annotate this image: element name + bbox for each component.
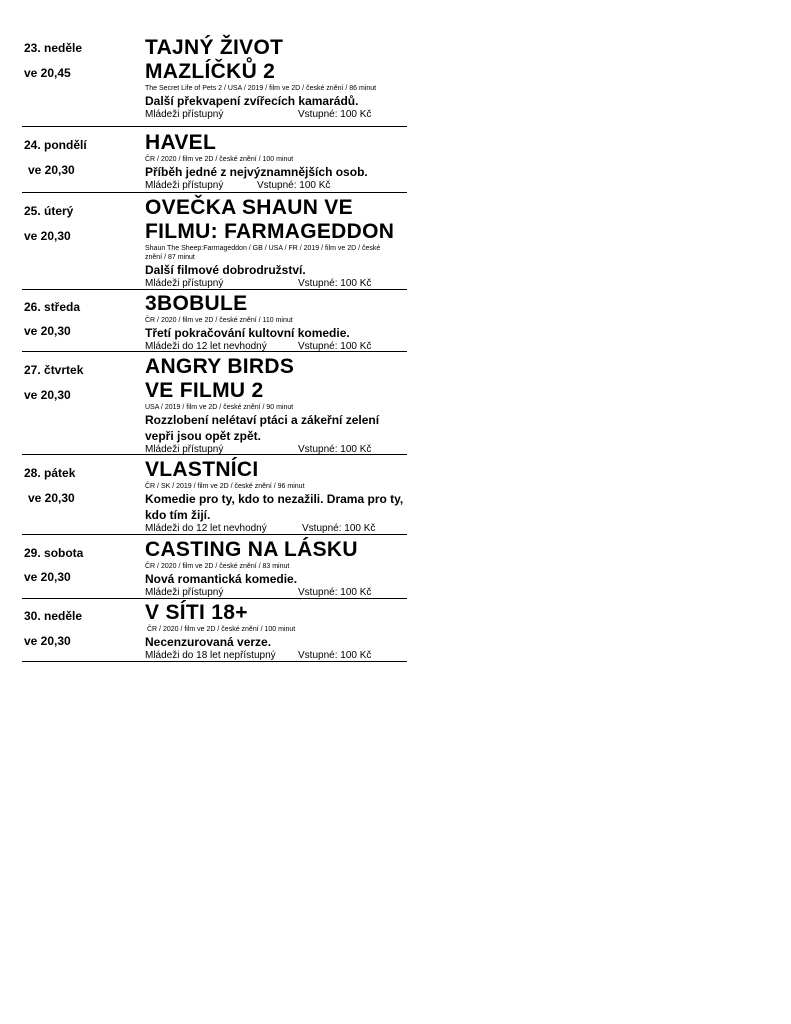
film-title-line: CASTING NA LÁSKU [145, 538, 358, 561]
screening-date: 27. čtvrtek [24, 363, 84, 377]
separator-line [22, 534, 407, 535]
age-rating: Mládeži přístupný [145, 278, 224, 289]
film-footer [145, 180, 407, 192]
film-info: Shaun The Sheep:Farmageddon / GB / USA / FR / 2019 / film ve 2D / české znění / 87 minut [145, 245, 381, 261]
ticket-price: Vstupné: 100 Kč [257, 180, 331, 191]
ticket-price: Vstupné: 100 Kč [298, 109, 372, 120]
ticket-price: Vstupné: 100 Kč [298, 587, 372, 598]
film-tagline: Necenzurovaná verze. [145, 635, 272, 649]
film-footer [145, 109, 407, 121]
film-title-line: OVEČKA SHAUN VE [145, 196, 353, 219]
separator-line [22, 661, 407, 662]
screening-date: 25. úterý [24, 204, 74, 218]
separator-line [22, 598, 407, 599]
ticket-price: Vstupné: 100 Kč [298, 278, 372, 289]
film-title-line: TAJNÝ ŽIVOT [145, 36, 284, 59]
film-tagline: Nová romantická komedie. [145, 572, 298, 586]
screening-time: ve 20,30 [24, 388, 71, 402]
film-title-line: FILMU: FARMAGEDDON [145, 220, 395, 243]
film-title-line: MAZLÍČKŮ 2 [145, 60, 276, 83]
screening-time: ve 20,30 [24, 324, 71, 338]
screening-time: ve 20,30 [24, 634, 71, 648]
ticket-price: Vstupné: 100 Kč [302, 523, 376, 534]
separator-line [22, 351, 407, 352]
separator-line [22, 192, 407, 193]
film-info: USA / 2019 / film ve 2D / české znění / 90 minut [145, 404, 294, 411]
film-info: ČR / 2020 / film ve 2D / české znění / 83 minut [145, 563, 290, 570]
screening-date: 30. neděle [24, 609, 83, 623]
separator-line [22, 289, 407, 290]
screening-time: ve 20,45 [24, 66, 71, 80]
screening-date: 24. pondělí [24, 138, 87, 152]
screening-date: 28. pátek [24, 466, 76, 480]
ticket-price: Vstupné: 100 Kč [298, 444, 372, 455]
screening-details [145, 601, 407, 662]
film-title-line: 3BOBULE [145, 292, 248, 315]
screening-details [145, 355, 407, 456]
film-title-line: VE FILMU 2 [145, 379, 264, 402]
age-rating: Mládeži přístupný [145, 180, 224, 191]
film-tagline: Třetí pokračování kultovní komedie. [145, 326, 350, 340]
film-title-line: VLASTNÍCI [145, 458, 259, 481]
film-tagline: Další filmové dobrodružství. [145, 263, 306, 277]
screening-time: ve 20,30 [28, 491, 75, 505]
film-tagline: Další překvapení zvířecích kamarádů. [145, 94, 359, 108]
film-tagline: Rozzlobení nelétaví ptáci a zákeřní zelení vepři jsou opět zpět. [145, 413, 380, 443]
separator-line [22, 454, 407, 455]
age-rating: Mládeži do 18 let nepřístupný [145, 650, 276, 661]
screening-time: ve 20,30 [24, 570, 71, 584]
screening-details [145, 538, 407, 599]
screening-date: 23. neděle [24, 41, 83, 55]
film-title-line: V SÍTI 18+ [145, 601, 248, 624]
screening-details [145, 196, 407, 290]
screening-date: 26. středa [24, 300, 81, 314]
film-title-line: HAVEL [145, 131, 217, 154]
film-info: The Secret Life of Pets 2 / USA / 2019 / film ve 2D / české znění / 86 minut [145, 85, 377, 92]
age-rating: Mládeži přístupný [145, 109, 224, 120]
screening-time: ve 20,30 [24, 229, 71, 243]
screening-time: ve 20,30 [28, 163, 75, 177]
screening-details [145, 131, 407, 192]
film-tagline: Příběh jedné z nejvýznamnějších osob. [145, 165, 368, 179]
film-info: ČR / 2020 / film ve 2D / české znění / 110 minut [145, 317, 293, 324]
separator-line [22, 126, 407, 127]
film-info: ČR / 2020 / film ve 2D / české znění / 100 minut [147, 626, 296, 633]
screening-details [145, 36, 407, 121]
film-tagline: Komedie pro ty, kdo to nezažili. Drama pro ty, kdo tím žijí. [145, 492, 404, 522]
film-title-line: ANGRY BIRDS [145, 355, 295, 378]
ticket-price: Vstupné: 100 Kč [298, 650, 372, 661]
screening-date: 29. sobota [24, 546, 84, 560]
age-rating: Mládeži do 12 let nevhodný [145, 341, 267, 352]
screening-details [145, 292, 407, 353]
screening-details [145, 458, 407, 535]
age-rating: Mládeži do 12 let nevhodný [145, 523, 267, 534]
age-rating: Mládeži přístupný [145, 587, 224, 598]
ticket-price: Vstupné: 100 Kč [298, 341, 372, 352]
film-info: ČR / 2020 / film ve 2D / české znění / 100 minut [145, 156, 294, 163]
age-rating: Mládeži přístupný [145, 444, 224, 455]
film-info: ČR / SK / 2019 / film ve 2D / české znění / 96 minut [145, 483, 305, 490]
